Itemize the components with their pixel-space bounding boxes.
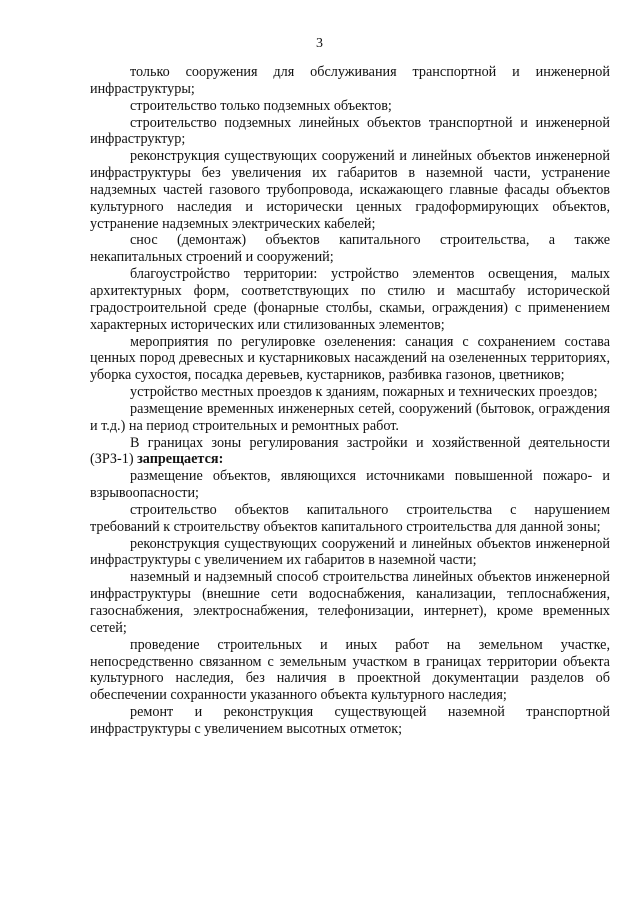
zone-intro-paragraph [90,435,610,469]
prohibited-item: ремонт и реконструкция существующей наземной транспортной инфраструктуры с увеличением высотных отметок; [90,704,610,737]
zone-intro-suffix: : [218,451,224,468]
prohibited-item: проведение строительных и иных работ на земельном участке, непосредственно связанном с земельным участком в границах территории объекта культурного наследия, без наличия в проектной документации разделов об обеспечении сохранности указанного объекта культурного наследия; [90,636,610,704]
page-number: 3 [316,36,323,51]
paragraph: строительство подземных линейных объектов транспортной и инженерной инфраструктур; [90,114,610,148]
paragraph: снос (демонтаж) объектов капитального строительства, а также некапитальных строений и сооружений; [90,232,610,266]
paragraph: устройство местных проездов к зданиям, пожарных и технических проездов; [130,384,598,401]
document-body [90,64,610,738]
paragraph: мероприятия по регулировке озеленения: санация с сохранением состава ценных пород древесных и кустарниковых насаждений на озелененных территориях, уборка сухостоя, посадка деревьев, кустарников, разбивка газонов, цветников; [90,333,610,384]
zone-intro-emphasis: запрещается [137,451,219,468]
prohibited-item: размещение объектов, являющихся источниками повышенной пожаро- и взрывоопасности; [90,468,610,502]
paragraph: реконструкция существующих сооружений и линейных объектов инженерной инфраструктуры без увеличения их габаритов в наземной части, устранение надземных частей газового трубопровода, искажающего главные фасады объектов культурного наследия и исторически ценных градоформирующих объектов, устранение надземных электрических кабелей; [90,148,610,232]
zone-intro-text: В границах зоны регулирования застройки и хозяйственной деятельности (ЗРЗ-1) [90,434,610,468]
prohibited-item: наземный и надземный способ строительства линейных объектов инженерной инфраструктуры (внешние сети водоснабжения, канализации, теплоснабжения, газоснабжения, электроснабжения, телефонизации, интернет), кроме временных сетей; [90,569,610,636]
prohibited-item: строительство объектов капитального строительства с нарушением требований к строительству объектов капитального строительства для данной зоны; [90,501,610,535]
paragraph: размещение временных инженерных сетей, сооружений (бытовок, ограждения и т.д.) на период строительных и ремонтных работ. [90,400,610,434]
paragraph: только сооружения для обслуживания транспортной и инженерной инфраструктуры; [90,64,610,97]
paragraph: благоустройство территории: устройство элементов освещения, малых архитектурных форм, соответствующих по стилю и масштабу исторической градостроительной среде (фонарные столбы, скамьи, ограждения) с применением характерных исторических или стилизованных элементов; [90,266,610,333]
paragraph: строительство только подземных объектов; [130,97,392,114]
prohibited-item: реконструкция существующих сооружений и линейных объектов инженерной инфраструктуры с увеличением их габаритов в наземной части; [90,535,610,569]
